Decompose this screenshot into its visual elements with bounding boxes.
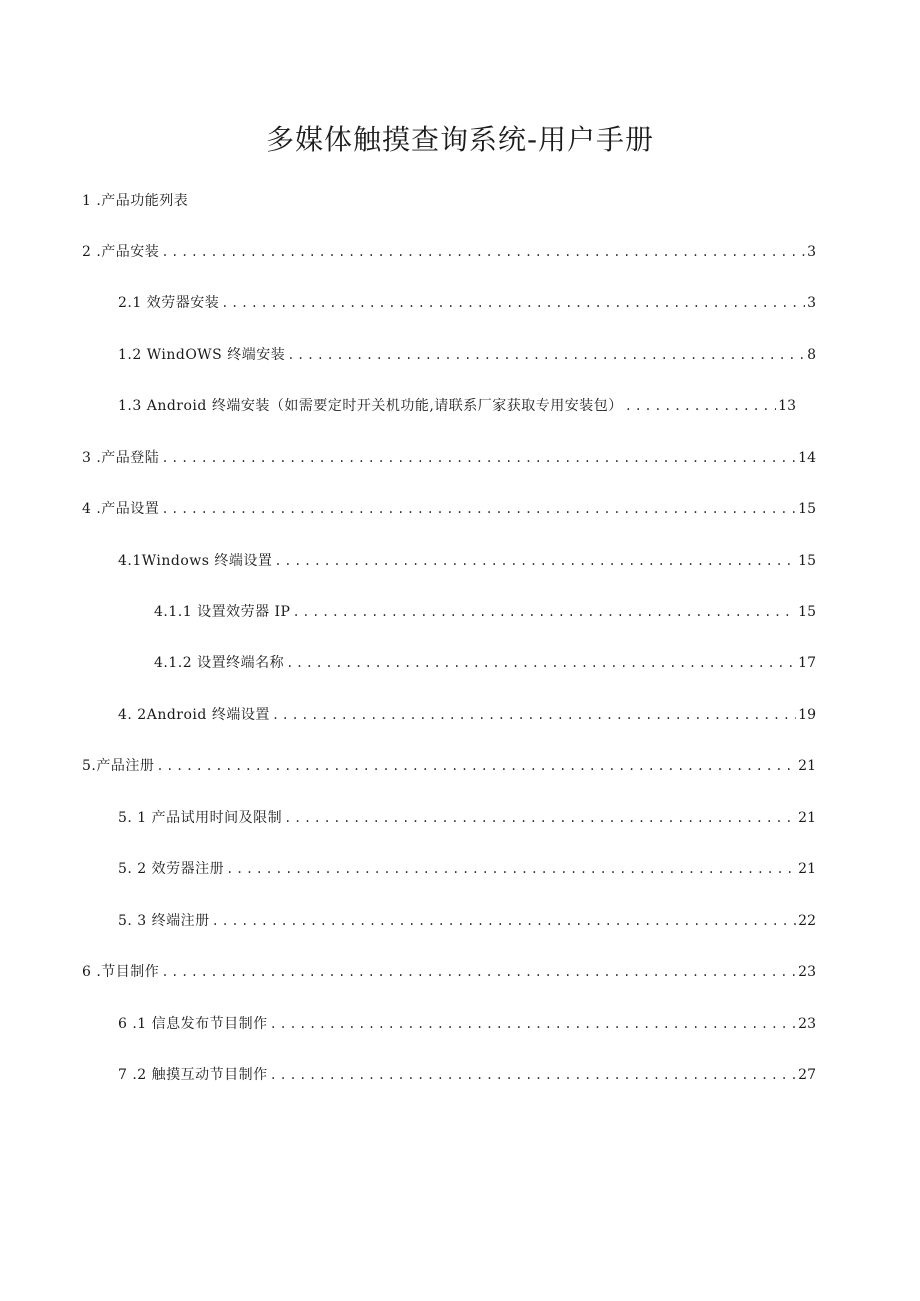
toc-page-number: 15 <box>798 604 816 620</box>
toc-dot-leader <box>284 807 796 829</box>
toc-page-number: 15 <box>798 553 816 569</box>
toc-entry-android-terminal-settings[interactable] <box>118 704 816 726</box>
toc-dot-leader <box>226 858 796 880</box>
toc-page-number: 27 <box>798 1067 816 1083</box>
toc-entry-product-settings[interactable] <box>82 498 816 520</box>
toc-entry-text: 1.2 WindOWS 终端安装 <box>118 347 286 363</box>
toc-page-number: 14 <box>798 450 816 466</box>
toc-page-number: 13 <box>778 398 796 414</box>
toc-entry-windows-terminal-install[interactable] <box>118 344 816 366</box>
toc-entry-product-install[interactable] <box>82 241 816 263</box>
toc-page-number: 22 <box>798 913 816 929</box>
toc-page-number: 23 <box>798 964 816 980</box>
toc-entry-text: 2 .产品安装 <box>82 244 160 260</box>
toc-entry-touch-interactive-program[interactable] <box>118 1064 816 1086</box>
toc-page-number: 23 <box>798 1016 816 1032</box>
toc-entry-program-production[interactable] <box>82 961 816 983</box>
toc-dot-leader <box>221 292 805 314</box>
toc-page-number: 8 <box>807 347 816 363</box>
toc-entry-windows-terminal-settings[interactable] <box>118 550 816 572</box>
toc-page-number: 17 <box>798 655 816 671</box>
toc-dot-leader <box>270 1013 797 1035</box>
toc-entry-text: 1 .产品功能列表 <box>82 193 189 209</box>
toc-entry-text: 6 .节目制作 <box>82 964 160 980</box>
toc-dot-leader <box>212 910 797 932</box>
toc-entry-product-features[interactable] <box>82 190 816 212</box>
toc-page-number: 3 <box>807 295 816 311</box>
toc-entry-terminal-registration[interactable] <box>118 910 816 932</box>
toc-dot-leader <box>292 601 796 623</box>
toc-entry-text: 5. 2 效劳器注册 <box>118 861 225 877</box>
toc-dot-leader <box>272 704 796 726</box>
toc-dot-leader <box>161 241 805 263</box>
toc-entry-info-publishing-program[interactable] <box>118 1013 816 1035</box>
toc-entry-text: 4.1Windows 终端设置 <box>118 553 273 569</box>
toc-page-number: 15 <box>798 501 816 517</box>
toc-entry-server-registration[interactable] <box>118 858 816 880</box>
toc-page-number: 19 <box>798 707 816 723</box>
toc-dot-leader <box>161 447 796 469</box>
toc-dot-leader <box>286 652 796 674</box>
toc-entry-text: 4. 2Android 终端设置 <box>118 707 270 723</box>
toc-entry-text: 2.1 效劳器安装 <box>118 295 220 311</box>
toc-dot-leader <box>156 755 796 777</box>
toc-entry-android-terminal-install[interactable] <box>118 395 796 417</box>
toc-entry-server-install[interactable] <box>118 292 816 314</box>
toc-entry-text: 4.1.2 设置终端名称 <box>154 655 285 671</box>
document-title: 多媒体触摸查询系统-用户手册 <box>265 123 655 156</box>
toc-entry-text: 5. 3 终端注册 <box>118 913 210 929</box>
toc-entry-set-server-ip[interactable] <box>154 601 816 623</box>
toc-dot-leader <box>625 395 776 417</box>
toc-page-number: 21 <box>798 861 816 877</box>
toc-dot-leader <box>161 498 796 520</box>
toc-entry-text: 3 .产品登陆 <box>82 450 160 466</box>
toc-page-number: 21 <box>798 758 816 774</box>
toc-dot-leader <box>274 550 796 572</box>
toc-dot-leader <box>287 344 805 366</box>
toc-entry-product-registration[interactable] <box>82 755 816 777</box>
toc-entry-set-terminal-name[interactable] <box>154 652 816 674</box>
toc-entry-text: 5. 1 产品试用时间及限制 <box>118 810 283 826</box>
toc-dot-leader <box>270 1064 797 1086</box>
toc-entry-product-login[interactable] <box>82 447 816 469</box>
toc-entry-text: 1.3 Android 终端安装（如需要定时开关机功能,请联系厂家获取专用安装包） <box>118 398 623 414</box>
toc-page-number: 21 <box>798 810 816 826</box>
toc-entry-text: 6 .1 信息发布节目制作 <box>118 1016 268 1032</box>
toc-entry-text: 7 .2 触摸互动节目制作 <box>118 1067 268 1083</box>
toc-entry-text: 4 .产品设置 <box>82 501 160 517</box>
toc-dot-leader <box>161 961 796 983</box>
toc-entry-trial-period-limits[interactable] <box>118 807 816 829</box>
toc-entry-text: 5.产品注册 <box>82 758 155 774</box>
toc-entry-text: 4.1.1 设置效劳器 IP <box>154 604 291 620</box>
toc-page-number: 3 <box>807 244 816 260</box>
